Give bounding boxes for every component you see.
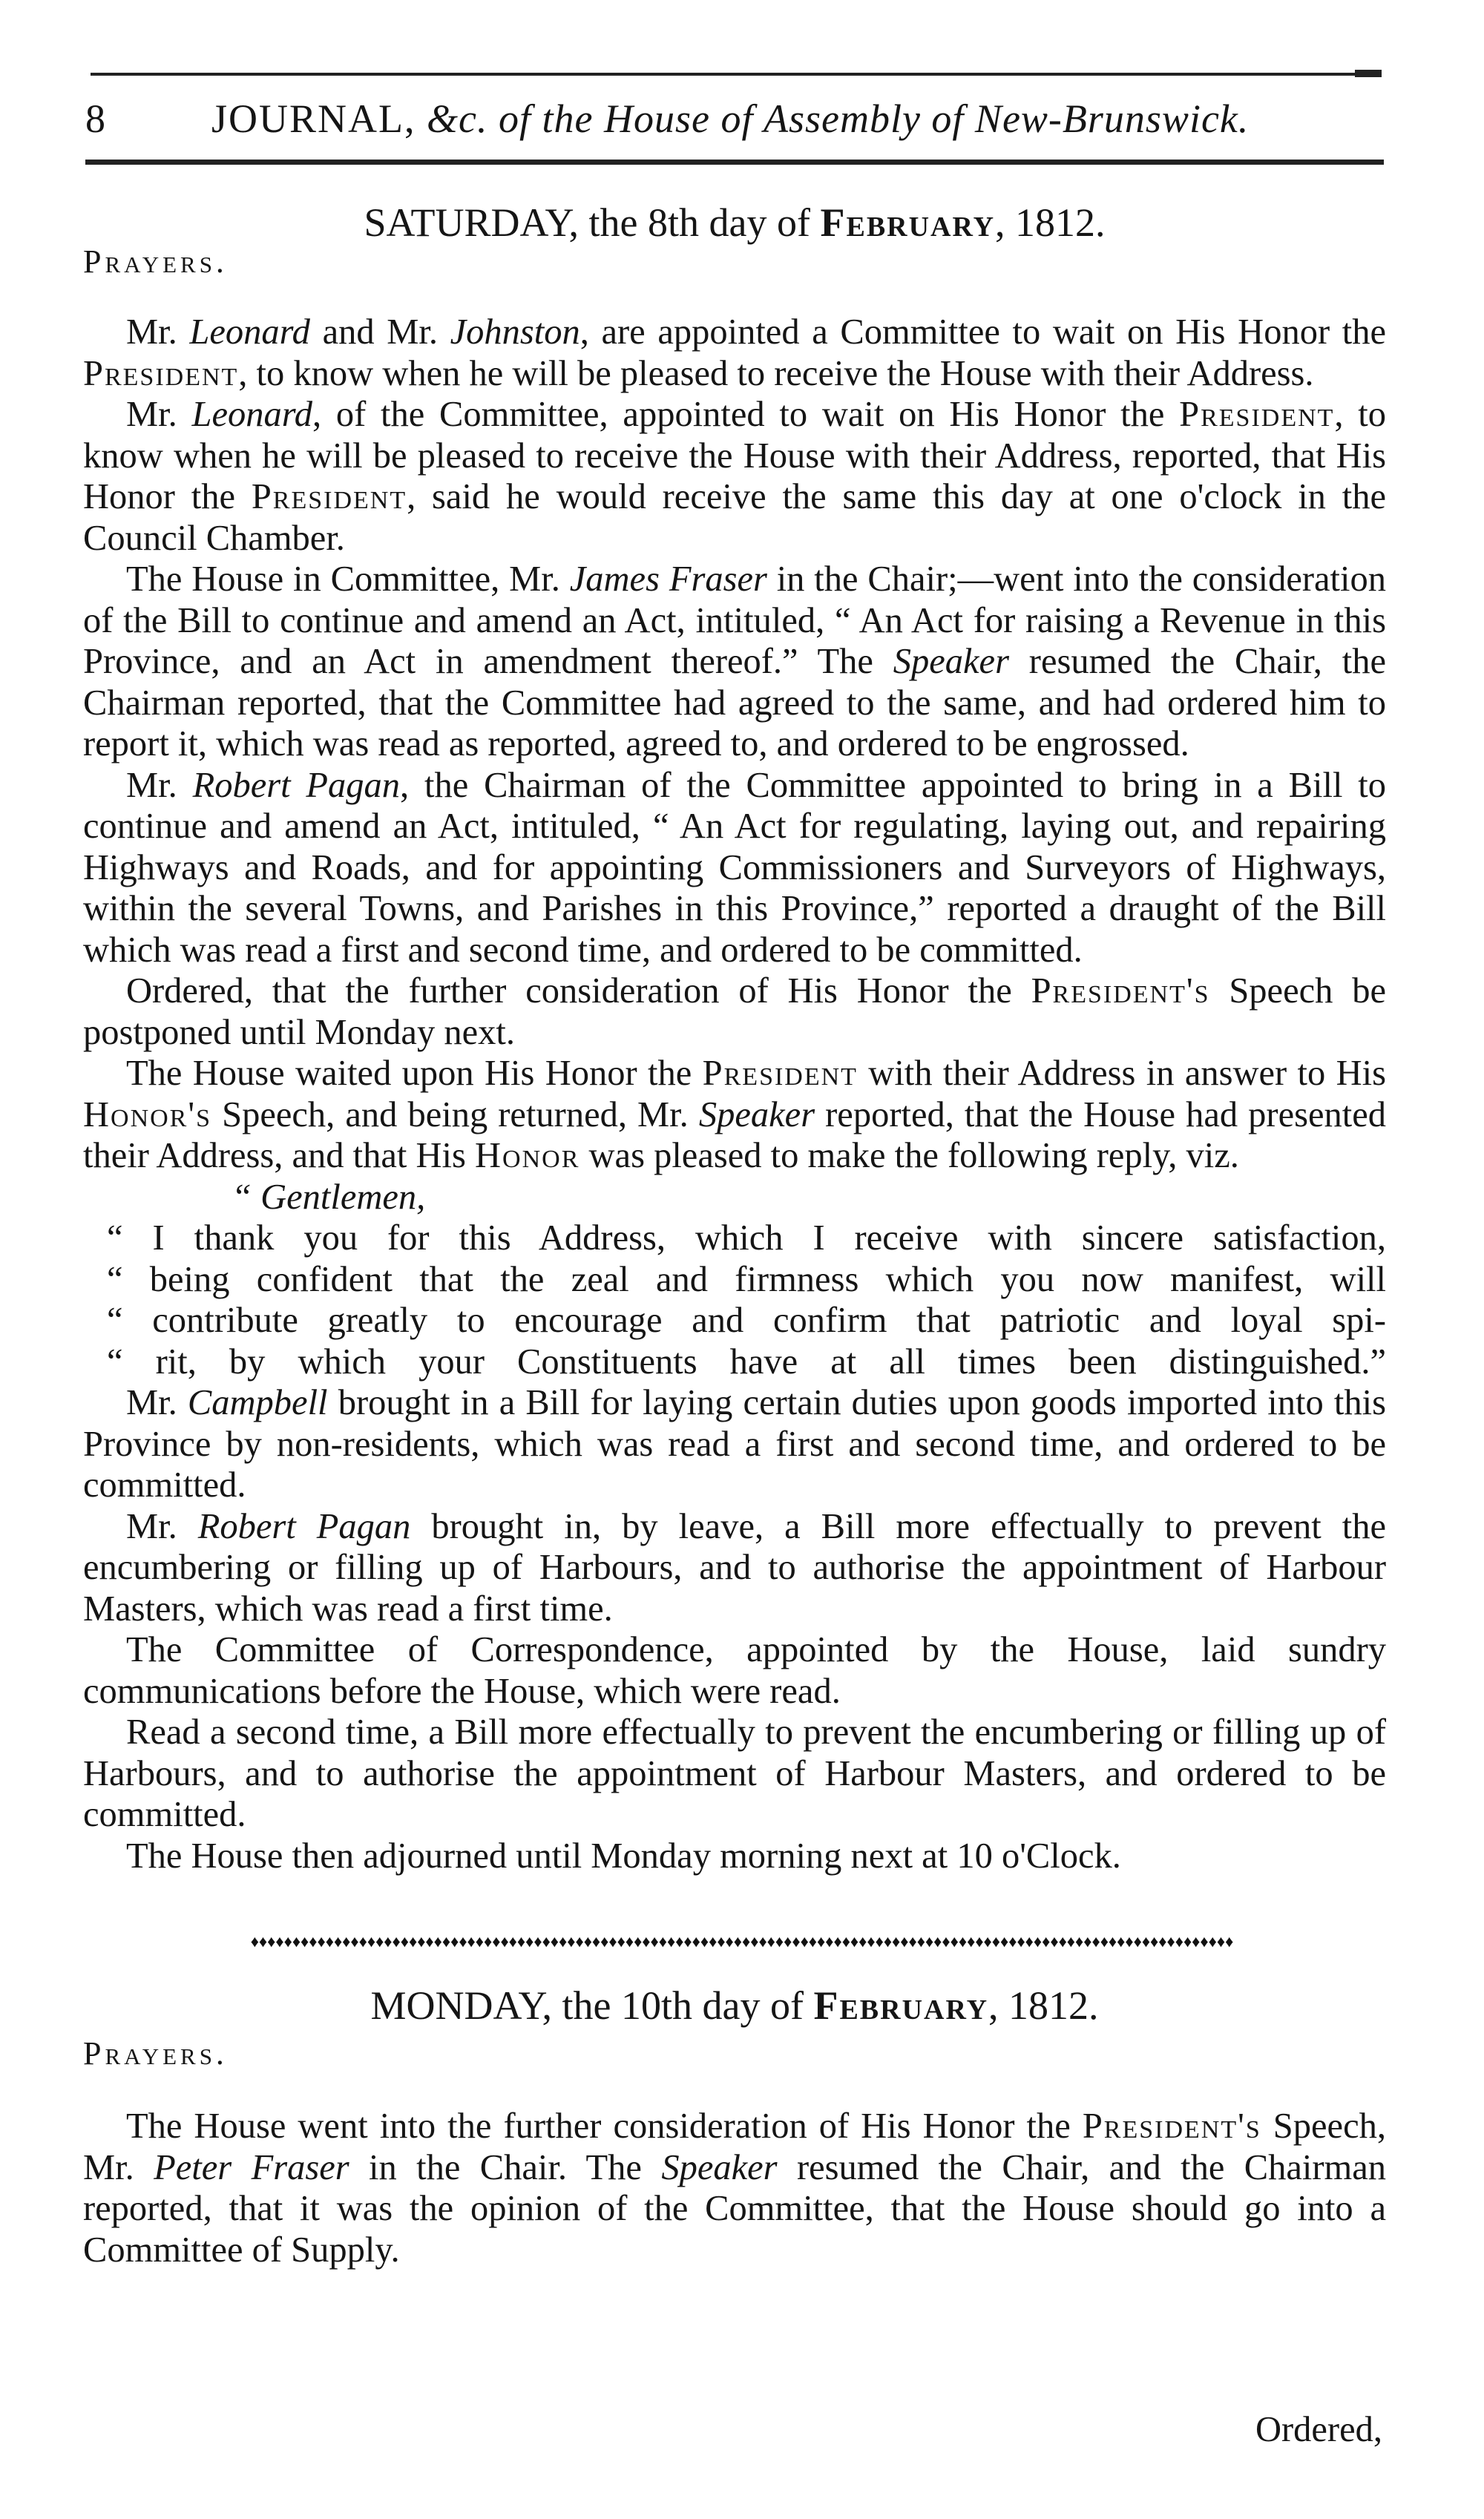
catchword: Ordered, <box>1255 2410 1382 2449</box>
saturday-prayers-note: Prayers. <box>83 243 228 280</box>
saturday-paragraph-5: Ordered, that the further consideration of His Honor the President's Speech be postponed until Monday next. <box>83 971 1386 1052</box>
top-rule <box>91 73 1382 76</box>
saturday-paragraph-after-2: Mr. Robert Pagan brought in, by leave, a Bill more effectually to prevent the encumbering or filling up of Harbours, and to authorise the appointment of Harbour Masters, which was read a first time. <box>83 1506 1386 1629</box>
page-number: 8 <box>85 96 105 141</box>
journal-title-rest: &c. of the House of Assembly of New-Brunswick. <box>416 96 1250 141</box>
saturday-heading-year: , 1812. <box>995 200 1106 245</box>
italic-name: Speaker <box>893 642 1009 681</box>
italic-name: Leonard <box>191 395 313 434</box>
small-caps-title: President <box>251 477 407 516</box>
small-caps-title: President <box>1179 395 1335 434</box>
italic-name: Speaker <box>698 1094 815 1134</box>
saturday-paragraph-4: Mr. Robert Pagan, the Chairman of the Committee appointed to bring in a Bill to continue and amend an Act, intituled, “ An Act for regulating, laying out, and repairing Highways and Roads, and for appointing Commissioners and Surveyors of Highways, within the several Towns, and Parishes in this Province,” reported a draught of the Bill which was read a first and second time, and ordered to be committed. <box>83 765 1386 970</box>
saturday-paragraph-3: The House in Committee, Mr. James Fraser in the Chair;—went into the consideration of the Bill to continue and amend an Act, intituled, “ An Act for raising a Revenue in this Province, and an Act in amendment thereof.” The Speaker resumed the Chair, the Chairman reported, that the Committee had agreed to the same, and had ordered him to report it, which was read as reported, agreed to, and ordered to be engrossed. <box>83 559 1386 763</box>
italic-name: Johnston <box>450 312 580 352</box>
saturday-heading <box>85 197 1384 249</box>
italic-name: Speaker <box>661 2147 778 2187</box>
monday-prayers-note: Prayers. <box>83 2035 228 2072</box>
italic-name: Campbell <box>187 1383 328 1422</box>
ornament-rule: ♦♦♦♦♦♦♦♦♦♦♦♦♦♦♦♦♦♦♦♦♦♦♦♦♦♦♦♦♦♦♦♦♦♦♦♦♦♦♦♦♦♦♦♦♦♦♦♦♦♦♦♦♦♦♦♦♦♦♦♦♦♦♦♦♦♦♦♦♦♦♦♦♦♦♦♦♦♦♦♦♦♦♦♦♦♦♦♦♦♦♦♦♦♦♦♦♦♦♦♦♦♦♦♦♦♦♦♦♦♦♦♦♦♦♦♦♦♦ <box>250 1932 1234 1951</box>
reply-line-4: “ rit, by which your Constituents have at all times been distinguished.” <box>107 1341 1386 1382</box>
small-caps-title: President's <box>1031 971 1210 1011</box>
small-caps-title: President <box>702 1054 858 1093</box>
saturday-paragraph-6: The House waited upon His Honor the President with their Address in answer to His Honor's Speech, and being returned, Mr. Speaker reported, that the House had presented their Address, and that His Honor was pleased to make the following reply, viz. <box>83 1054 1386 1175</box>
saturday-paragraphs-after <box>83 1382 1386 1876</box>
saturday-paragraph-1: Mr. Leonard and Mr. Johnston, are appointed a Committee to wait on His Honor the President, to know when he will be pleased to receive the House with their Address. <box>83 312 1386 393</box>
header-rule <box>85 160 1384 165</box>
monday-paragraph-1: The House went into the further consideration of His Honor the President's Speech, Mr. Peter Fraser in the Chair. The Speaker resumed the Chair, and the Chairman reported, that it was the opinion of the Committee, that the House should go into a Committee of Supply. <box>83 2106 1387 2270</box>
italic-name: Robert Pagan <box>192 765 401 805</box>
saturday-paragraph-after-4: Read a second time, a Bill more effectually to prevent the encumbering or filling up of Harbours, and to authorise the appointment of Harbour Masters, and ordered to be committed. <box>83 1712 1386 1834</box>
journal-title <box>211 89 1249 148</box>
saturday-paragraph-after-1: Mr. Campbell brought in a Bill for laying certain duties upon goods imported into this Province by non-residents, which was read a first and second time, and ordered to be committed. <box>83 1383 1386 1505</box>
monday-heading-year: , 1812. <box>988 1983 1099 2028</box>
monday-heading <box>85 1980 1384 2032</box>
saturday-paragraph-2: Mr. Leonard, of the Committee, appointed to wait on His Honor the President, to know when he will be pleased to receive the House with their Address, reported, that His Honor the President, said he would receive the same this day at one o'clock in the Council Chamber. <box>83 395 1386 558</box>
president-reply <box>83 1218 1386 1382</box>
monday-paragraphs <box>83 2106 1386 2270</box>
small-caps-title: Honor <box>475 1136 580 1175</box>
italic-name: James Fraser <box>569 559 767 599</box>
saturday-proceedings <box>83 312 1386 1876</box>
saturday-paragraph-after-5: The House then adjourned until Monday morning next at 10 o'Clock. <box>126 1836 1121 1876</box>
reply-line-3: “ contribute greatly to encourage and confirm that patriotic and loyal spi- <box>107 1301 1386 1340</box>
small-caps-title: President <box>83 353 239 393</box>
reply-line-2: “ being confident that the zeal and firmness which you now manifest, will <box>107 1259 1386 1299</box>
italic-name: Peter Fraser <box>154 2147 349 2187</box>
saturday-heading-day: SATURDAY, the 8th day of <box>364 200 821 245</box>
reply-salutation: “ Gentlemen, <box>232 1177 426 1217</box>
italic-name: Robert Pagan <box>197 1506 411 1546</box>
saturday-paragraph-after-3: The Committee of Correspondence, appointed by the House, laid sundry communications before the House, which were read. <box>83 1630 1386 1711</box>
italic-name: Leonard <box>189 312 310 352</box>
saturday-heading-month: February <box>820 200 996 245</box>
saturday-paragraphs <box>83 312 1386 1177</box>
monday-heading-day: MONDAY, the 10th day of <box>370 1983 814 2028</box>
reply-line-1: “ I thank you for this Address, which I receive with sincere satisfaction, <box>107 1218 1386 1258</box>
small-caps-title: President's <box>1082 2106 1261 2146</box>
top-rule-end <box>1355 70 1382 77</box>
journal-title-word: JOURNAL, <box>211 96 416 141</box>
small-caps-title: Honor's <box>83 1094 212 1134</box>
monday-heading-month: February <box>813 1983 989 2028</box>
monday-proceedings <box>83 2106 1386 2270</box>
running-head <box>85 89 1384 148</box>
